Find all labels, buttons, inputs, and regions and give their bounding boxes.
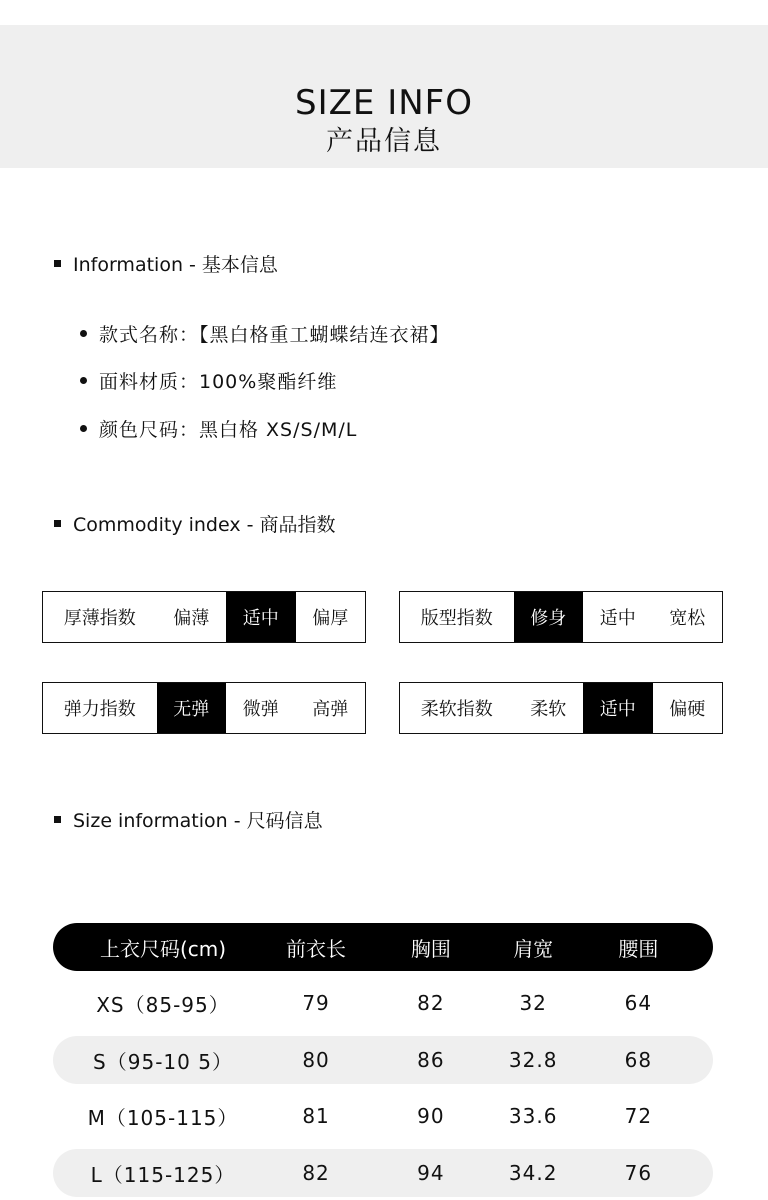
table-cell: S（95-10 5） (93, 1049, 233, 1074)
index-option: 偏薄 (173, 608, 210, 629)
index-box-thickness (42, 591, 366, 643)
column-header-front-length: 前衣长 (286, 936, 347, 961)
index-box-softness (399, 682, 723, 734)
table-cell: 80 (302, 1048, 330, 1072)
table-row (53, 1149, 713, 1197)
table-cell: 33.6 (508, 1104, 558, 1128)
table-cell: 82 (417, 991, 445, 1015)
table-cell: 64 (624, 991, 653, 1015)
size-table-header (53, 923, 713, 971)
column-header-size: 上衣尺码(cm) (99, 936, 227, 961)
section-heading-information (54, 251, 278, 275)
index-option: 宽松 (669, 608, 706, 629)
table-cell: 34.2 (508, 1161, 558, 1185)
index-label: 柔软指数 (420, 699, 493, 720)
index-option: 适中 (583, 683, 652, 733)
header-banner (0, 25, 768, 168)
section-heading-text: Size information - 尺码信息 (73, 809, 323, 832)
table-cell: 76 (624, 1161, 653, 1185)
index-option: 修身 (514, 592, 583, 642)
index-label: 版型指数 (420, 608, 493, 629)
table-cell: 86 (417, 1048, 445, 1072)
table-cell: 82 (302, 1161, 330, 1185)
index-label: 厚薄指数 (63, 608, 136, 629)
column-header-bust: 胸围 (410, 936, 451, 961)
table-cell: XS（85-95） (96, 992, 230, 1017)
page-title: SIZE INFO (295, 83, 473, 123)
table-cell: 81 (302, 1104, 330, 1128)
index-option: 偏硬 (669, 699, 706, 720)
table-cell: 94 (417, 1161, 445, 1185)
table-row (53, 979, 713, 1027)
info-item-style (80, 319, 450, 347)
info-item-text: 款式名称：【黑白格重工蝴蝶结连衣裙】 (99, 323, 450, 346)
index-option: 柔软 (530, 699, 567, 720)
index-option: 无弹 (157, 683, 226, 733)
square-bullet-icon (54, 260, 61, 267)
info-item-color-size (80, 414, 357, 442)
column-header-shoulder: 肩宽 (513, 936, 554, 961)
table-cell: 68 (624, 1048, 653, 1072)
info-item-fabric (80, 366, 337, 394)
index-option: 偏厚 (312, 608, 349, 629)
table-cell: M（105-115） (87, 1105, 239, 1130)
dot-bullet-icon (80, 330, 87, 337)
section-heading-text: Commodity index - 商品指数 (73, 513, 336, 536)
table-cell: 79 (302, 991, 330, 1015)
section-heading-size-information (54, 807, 323, 831)
index-option: 高弹 (312, 699, 349, 720)
index-box-fit (399, 591, 723, 643)
table-cell: 72 (624, 1104, 653, 1128)
table-cell: 32.8 (508, 1048, 558, 1072)
table-cell: 90 (417, 1104, 445, 1128)
table-row (53, 1092, 713, 1140)
index-option: 适中 (226, 592, 295, 642)
table-cell: 32 (519, 991, 547, 1015)
dot-bullet-icon (80, 377, 87, 384)
square-bullet-icon (54, 816, 61, 823)
square-bullet-icon (54, 520, 61, 527)
info-item-text: 颜色尺码：黑白格 XS/S/M/L (99, 418, 358, 441)
index-option: 适中 (599, 608, 636, 629)
section-heading-commodity-index (54, 511, 336, 535)
index-option: 微弹 (242, 699, 279, 720)
column-header-waist: 腰围 (618, 936, 659, 961)
info-item-text: 面料材质：100%聚酯纤维 (99, 370, 338, 393)
table-row (53, 1036, 713, 1084)
page-subtitle: 产品信息 (326, 126, 442, 157)
section-heading-text: Information - 基本信息 (73, 253, 278, 276)
table-cell: L（115-125） (90, 1162, 236, 1187)
index-label: 弹力指数 (63, 699, 136, 720)
index-box-elasticity (42, 682, 366, 734)
dot-bullet-icon (80, 425, 87, 432)
